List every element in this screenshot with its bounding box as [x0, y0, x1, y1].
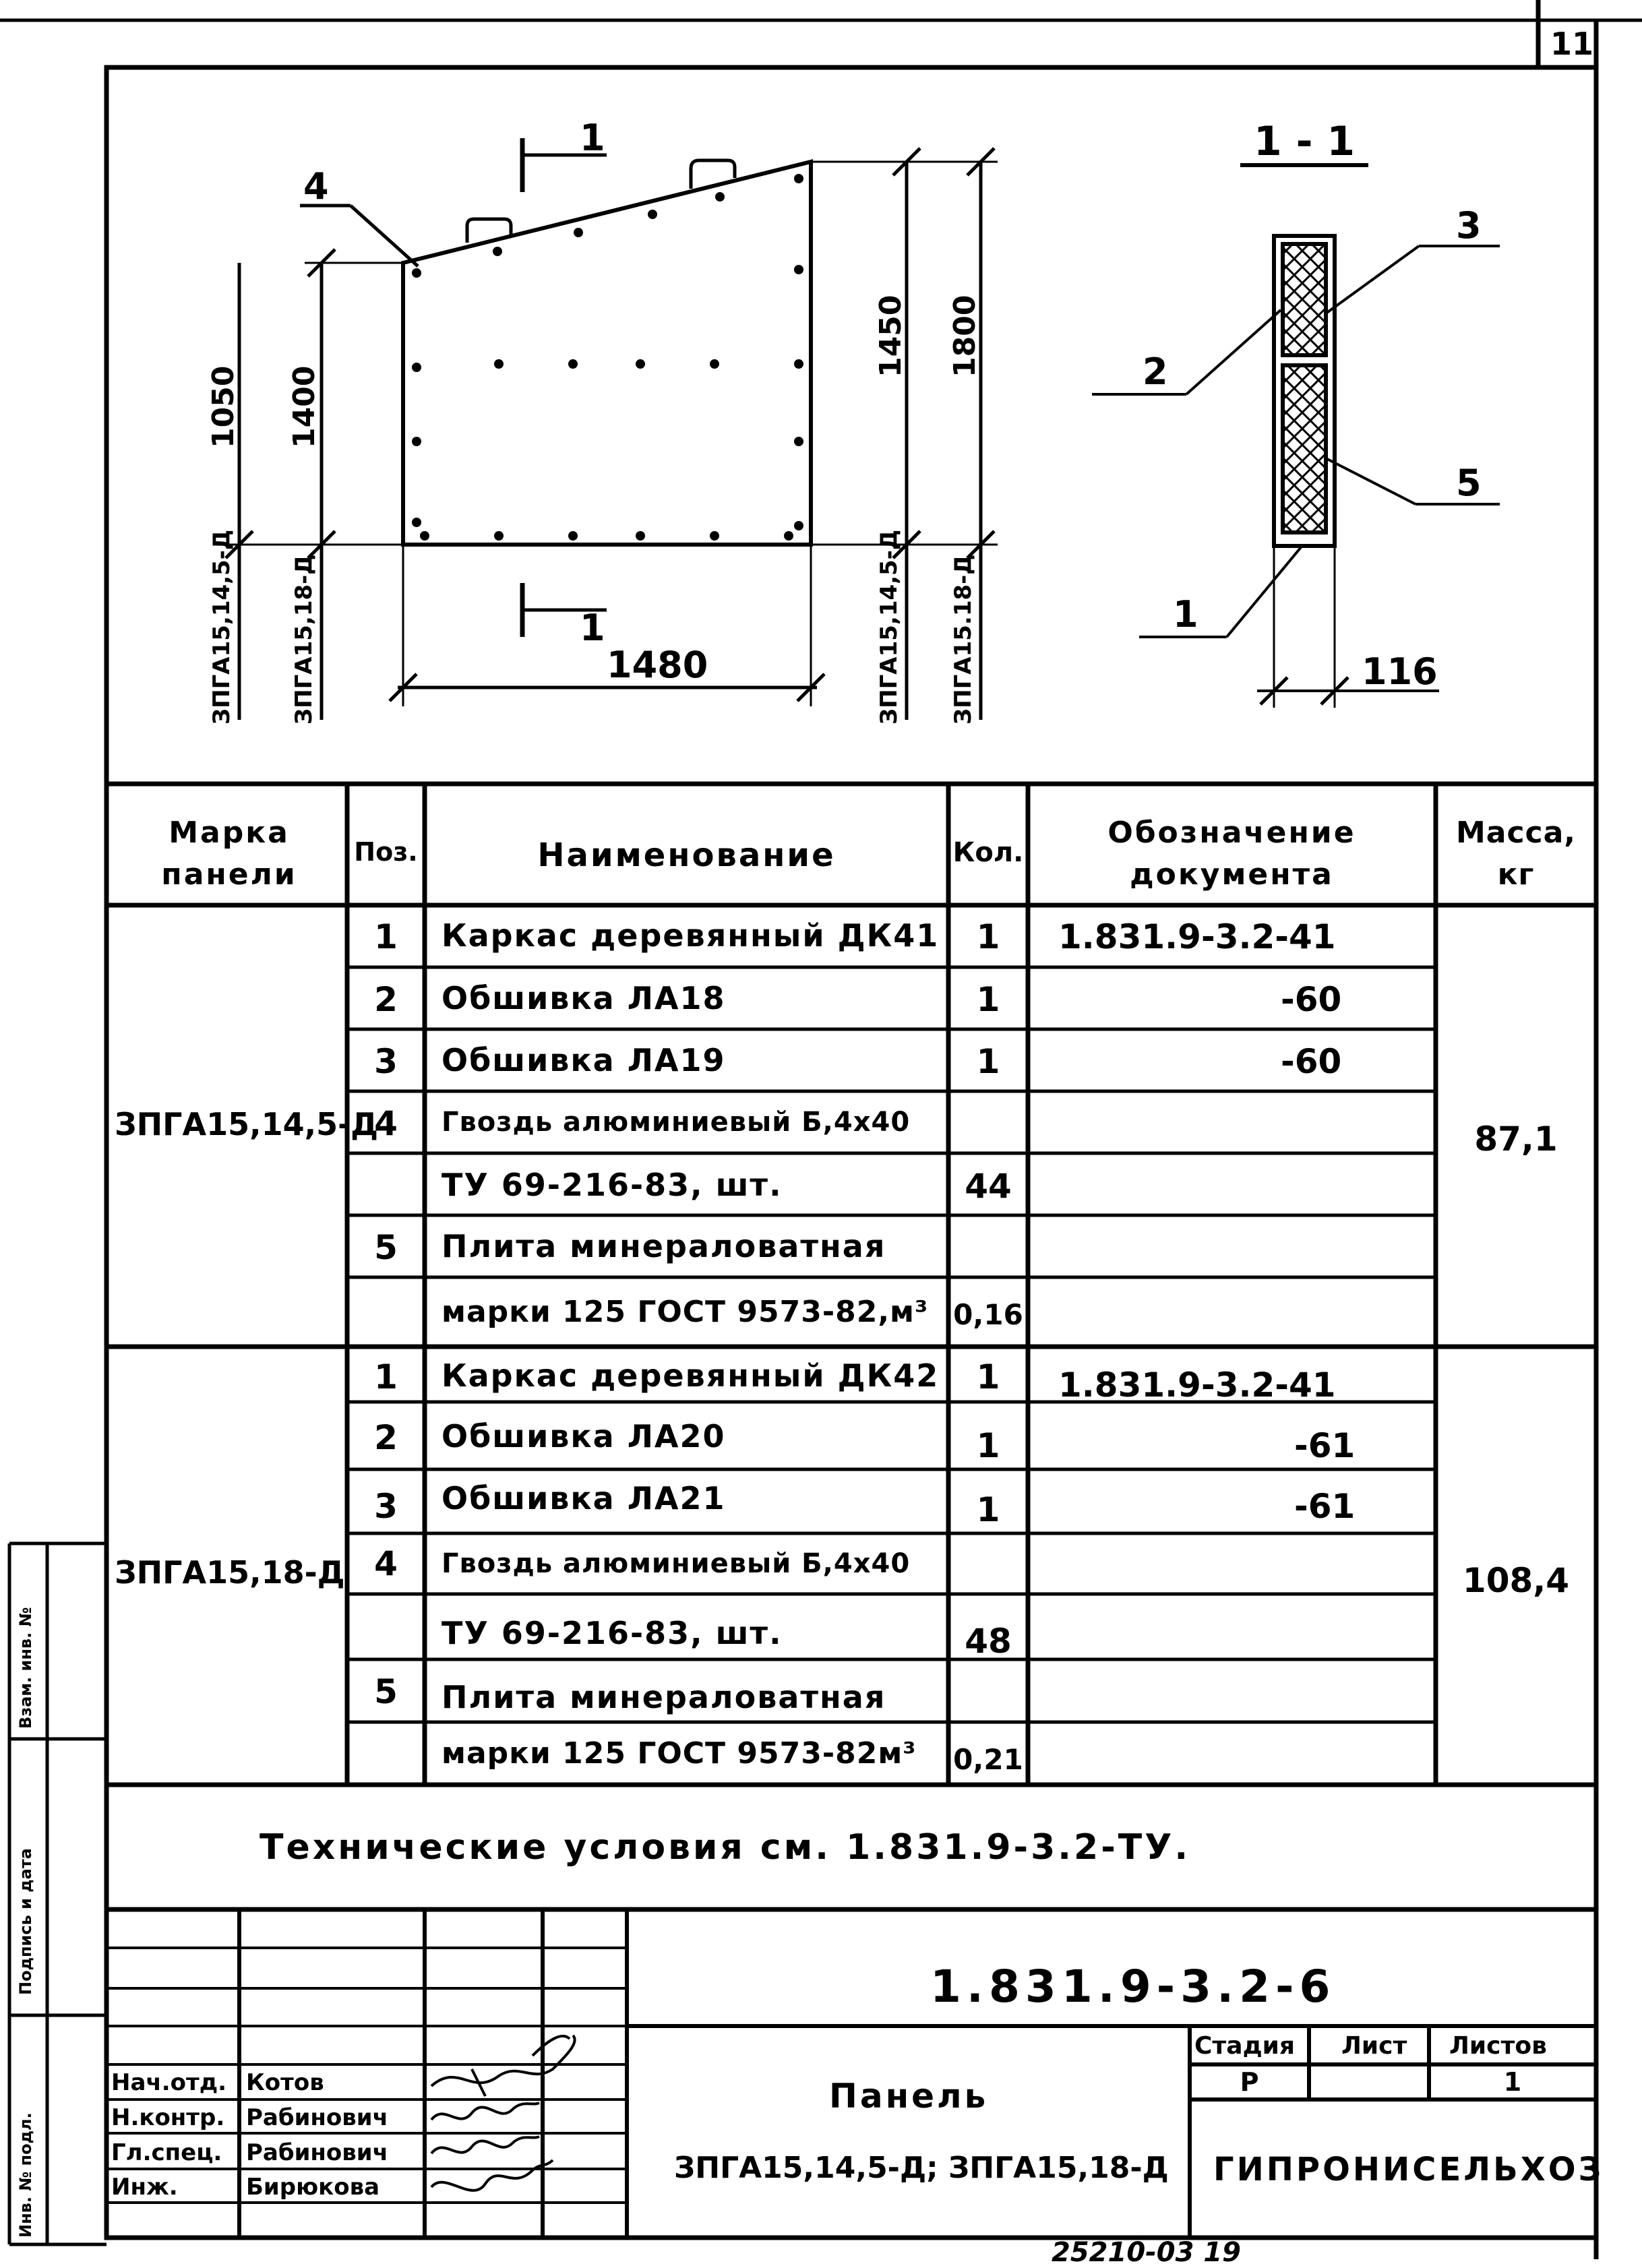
- section-label-5: 5: [1456, 462, 1482, 504]
- row-qty: 0,21: [953, 1743, 1023, 1776]
- row-doc: -60: [1281, 1042, 1342, 1081]
- row-name: Гвоздь алюминиевый Б,4х40: [442, 1107, 911, 1138]
- section-label-3: 3: [1456, 204, 1482, 247]
- row-pos: 1: [374, 917, 398, 956]
- row-name: Плита минераловатная: [442, 1679, 886, 1715]
- row-name: Обшивка ЛА19: [442, 1042, 726, 1078]
- row-name: Каркас деревянный ДК42: [442, 1357, 940, 1394]
- inventory-number: 25210-03 19: [1052, 2237, 1242, 2268]
- doc-code: 1.831.9-3.2-6: [930, 1961, 1336, 2013]
- section-mark-bottom: 1: [580, 607, 605, 649]
- row-name: Каркас деревянный ДК41: [442, 917, 940, 954]
- row-name: марки 125 ГОСТ 9573-82,м³: [442, 1295, 929, 1329]
- row-qty: 1: [976, 917, 1000, 956]
- group-mass: 87,1: [1474, 1120, 1558, 1159]
- product-name: Панель: [829, 2077, 989, 2116]
- row-pos: 4: [374, 1104, 398, 1143]
- stage-label: Стадия: [1194, 2032, 1295, 2060]
- row-name: Обшивка ЛА20: [442, 1418, 726, 1454]
- row-pos: 3: [374, 1042, 398, 1081]
- dim-1050: 1050: [206, 365, 241, 448]
- side-inv-repl: Взам. инв. №: [16, 1607, 35, 1729]
- row-doc: -61: [1294, 1487, 1356, 1526]
- mark-right-2: ЗПГА15.18-Д: [950, 554, 977, 725]
- row-qty: 1: [976, 1426, 1000, 1465]
- signer-role: Н.контр.: [111, 2104, 225, 2131]
- dim-116: 116: [1362, 650, 1438, 693]
- row-qty: 1: [976, 980, 1000, 1019]
- group-mark: ЗПГА15,18-Д: [115, 1554, 345, 1591]
- row-qty: 1: [976, 1042, 1000, 1081]
- row-qty: 44: [965, 1167, 1012, 1206]
- signer-role: Нач.отд.: [111, 2069, 227, 2096]
- signer-name: Рабинович: [246, 2139, 388, 2166]
- row-name: марки 125 ГОСТ 9573-82м³: [442, 1736, 917, 1771]
- mark-right-1: ЗПГА15,14,5-Д: [876, 529, 903, 725]
- section-mark-top: 1: [580, 117, 605, 159]
- row-qty: 0,16: [953, 1298, 1023, 1331]
- sheet-number: 11: [1550, 26, 1594, 62]
- row-name: Обшивка ЛА18: [442, 980, 726, 1016]
- signer-role: Гл.спец.: [111, 2139, 222, 2166]
- organization: ГИПРОНИСЕЛЬХОЗ: [1213, 2151, 1604, 2188]
- row-name: ТУ 69-216-83, шт.: [442, 1615, 783, 1651]
- row-name: Гвоздь алюминиевый Б,4х40: [442, 1548, 911, 1579]
- header-pos: Поз.: [354, 837, 418, 867]
- row-name: Обшивка ЛА21: [442, 1480, 726, 1516]
- section-label-2: 2: [1143, 350, 1168, 393]
- signatures: [431, 2035, 575, 2190]
- section-label-1: 1: [1173, 593, 1198, 636]
- mark-left-1: ЗПГА15,14,5-Д: [208, 529, 235, 725]
- dim-1450: 1450: [874, 295, 908, 377]
- row-doc: 1.831.9-3.2-41: [1058, 1366, 1336, 1405]
- row-pos: 2: [374, 1418, 398, 1457]
- header-name: Наименование: [537, 836, 836, 874]
- header-mass: Масса, кг: [1455, 816, 1577, 892]
- row-name: Плита минераловатная: [442, 1228, 886, 1264]
- signer-name: Котов: [246, 2069, 324, 2096]
- row-name: ТУ 69-216-83, шт.: [442, 1167, 783, 1203]
- leader-label-4: 4: [303, 165, 329, 208]
- sheet-label: Лист: [1341, 2032, 1407, 2060]
- tech-conditions: Технические условия см. 1.831.9-3.2-ТУ.: [260, 1827, 1191, 1868]
- row-qty: 1: [976, 1357, 1000, 1397]
- row-pos: 3: [374, 1487, 398, 1526]
- mark-left-2: ЗПГА15,18-Д: [291, 554, 317, 725]
- row-qty: 48: [965, 1622, 1012, 1661]
- row-pos: 5: [374, 1672, 398, 1711]
- sheets-label: Листов: [1449, 2032, 1547, 2060]
- row-doc: -60: [1281, 980, 1342, 1019]
- row-qty: 1: [976, 1490, 1000, 1529]
- sheets-value: 1: [1503, 2067, 1522, 2097]
- header-mark: Марка панели: [161, 816, 297, 892]
- group-mark: ЗПГА15,14,5-Д: [115, 1106, 379, 1142]
- header-doc: Обозначение документа: [1107, 816, 1356, 892]
- row-pos: 4: [374, 1544, 398, 1583]
- section-title: 1 - 1: [1254, 118, 1356, 165]
- row-doc: 1.831.9-3.2-41: [1058, 917, 1336, 956]
- row-pos: 1: [374, 1357, 398, 1397]
- row-doc: -61: [1294, 1426, 1356, 1465]
- dim-1800: 1800: [948, 295, 982, 377]
- side-inv-orig: Инв. № подл.: [16, 2112, 35, 2238]
- header-qty: Кол.: [952, 837, 1024, 868]
- row-pos: 5: [374, 1228, 398, 1267]
- dim-1400: 1400: [287, 365, 322, 448]
- signer-name: Бирюкова: [246, 2174, 380, 2201]
- row-pos: 2: [374, 980, 398, 1019]
- dim-1480: 1480: [607, 644, 708, 686]
- signer-role: Инж.: [111, 2174, 178, 2201]
- side-sign-date: Подпись и дата: [16, 1848, 35, 1995]
- product-marks: ЗПГА15,14,5-Д; ЗПГА15,18-Д: [674, 2151, 1169, 2185]
- stage-value: Р: [1240, 2067, 1259, 2097]
- signer-name: Рабинович: [246, 2104, 388, 2131]
- group-mass: 108,4: [1462, 1561, 1570, 1600]
